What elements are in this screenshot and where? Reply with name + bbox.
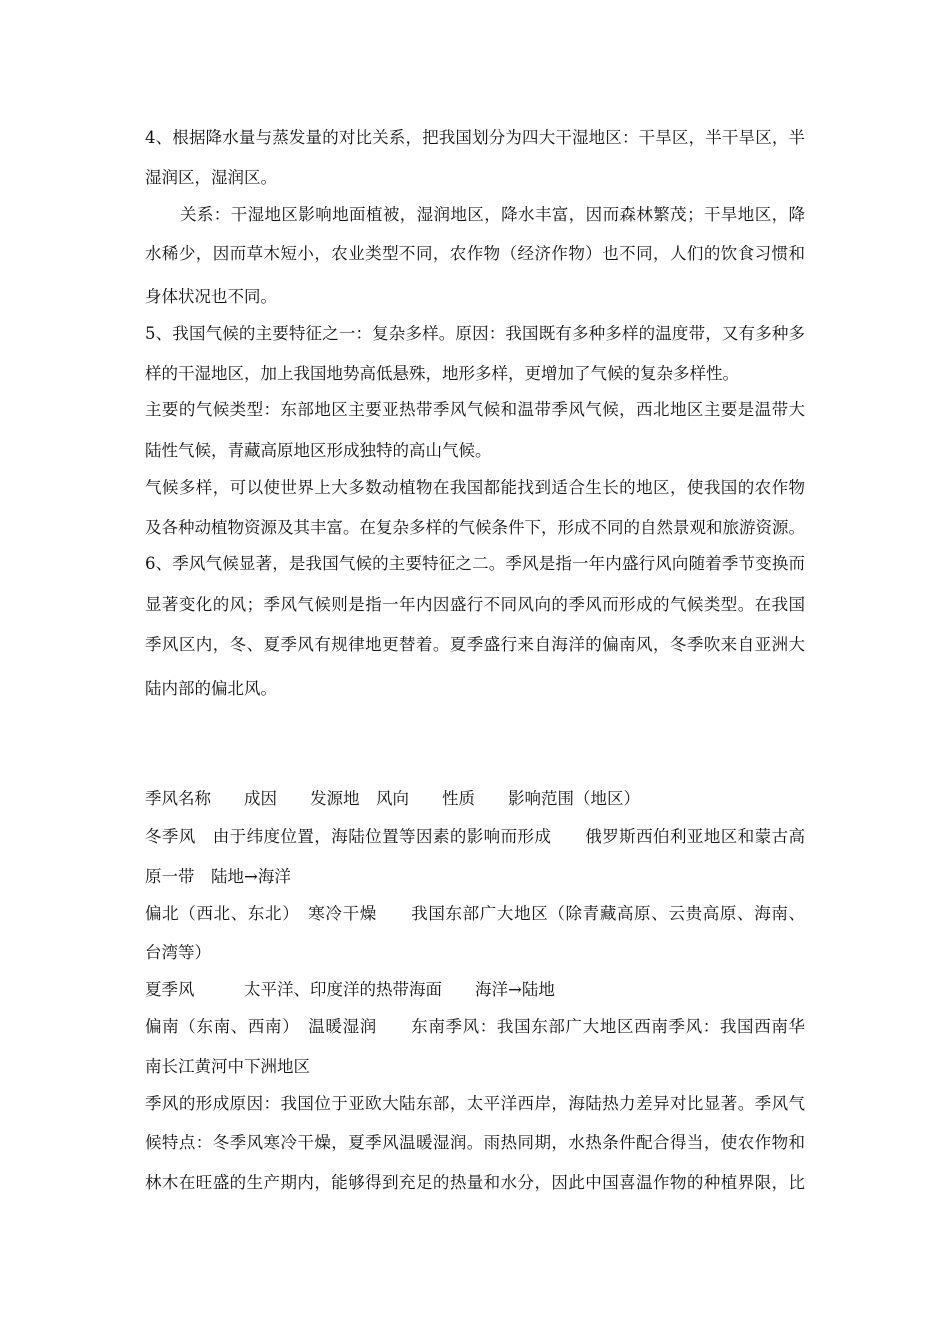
summer-monsoon-line-2: 偏南（东南、西南） 温暖湿润 东南季风：我国东部广大地区西南季风：我国西南华 <box>145 1017 805 1036</box>
paragraph-6-line-4: 陆内部的偏北风。 <box>145 679 277 698</box>
monsoon-table-header: 季风名称 成因 发源地 风向 性质 影响范围（地区） <box>145 789 640 808</box>
climate-types-line-2: 陆性气候，青藏高原地区形成独特的高山气候。 <box>145 441 492 460</box>
formation-line-2: 候特点：冬季风寒冷干燥，夏季风温暖湿润。雨热同期，水热条件配合得当，使农作物和 <box>145 1133 805 1152</box>
diversity-line-2: 及各种动植物资源及其丰富。在复杂多样的气候条件下，形成不同的自然景观和旅游资源。 <box>145 518 805 537</box>
winter-monsoon-line-2: 原一带 陆地→海洋 <box>145 867 291 886</box>
climate-types-line-1: 主要的气候类型：东部地区主要亚热带季风气候和温带季风气候，西北地区主要是温带大 <box>145 400 805 419</box>
paragraph-4-line-1: 4、根据降水量与蒸发量的对比关系，把我国划分为四大干湿地区：干旱区，半干旱区，半 <box>145 128 805 147</box>
relation-line-2: 水稀少，因而草木短小，农业类型不同，农作物（经济作物）也不同，人们的饮食习惯和 <box>145 244 805 263</box>
summer-monsoon-line-1: 夏季风 太平洋、印度洋的热带海面 海洋→陆地 <box>145 980 555 999</box>
paragraph-5-line-2: 样的干湿地区，加上我国地势高低悬殊，地形多样，更增加了气候的复杂多样性。 <box>145 364 739 383</box>
paragraph-4-line-2: 湿润区，湿润区。 <box>145 168 277 187</box>
relation-line-1: 关系：干湿地区影响地面植被，湿润地区，降水丰富，因而森林繁茂；干旱地区，降 <box>180 205 805 224</box>
paragraph-6-line-2: 显著变化的风；季风气候则是指一年内因盛行不同风向的季风而形成的气候类型。在我国 <box>145 595 805 614</box>
relation-line-3: 身体状况也不同。 <box>145 287 277 306</box>
paragraph-6-line-3: 季风区内，冬、夏季风有规律地更替着。夏季盛行来自海洋的偏南风，冬季吹来自亚洲大 <box>145 635 805 654</box>
formation-line-3: 林木在旺盛的生产期内，能够得到充足的热量和水分，因此中国喜温作物的种植界限，比 <box>145 1173 805 1192</box>
paragraph-6-line-1: 6、季风气候显著，是我国气候的主要特征之二。季风是指一年内盛行风向随着季节变换而 <box>145 554 805 573</box>
winter-monsoon-line-1: 冬季风 由于纬度位置，海陆位置等因素的影响而形成 俄罗斯西伯利亚地区和蒙古高 <box>145 827 805 846</box>
winter-monsoon-line-4: 台湾等） <box>145 943 211 962</box>
diversity-line-1: 气候多样，可以使世界上大多数动植物在我国都能找到适合生长的地区，使我国的农作物 <box>145 478 805 497</box>
winter-monsoon-line-3: 偏北（西北、东北） 寒冷干燥 我国东部广大地区（除青藏高原、云贵高原、海南、 <box>145 904 805 923</box>
paragraph-5-line-1: 5、我国气候的主要特征之一：复杂多样。原因：我国既有多种多样的温度带，又有多种多 <box>145 324 805 343</box>
summer-monsoon-line-3: 南长江黄河中下洲地区 <box>145 1057 310 1076</box>
formation-line-1: 季风的形成原因：我国位于亚欧大陆东部，太平洋西岸，海陆热力差异对比显著。季风气 <box>145 1094 805 1113</box>
